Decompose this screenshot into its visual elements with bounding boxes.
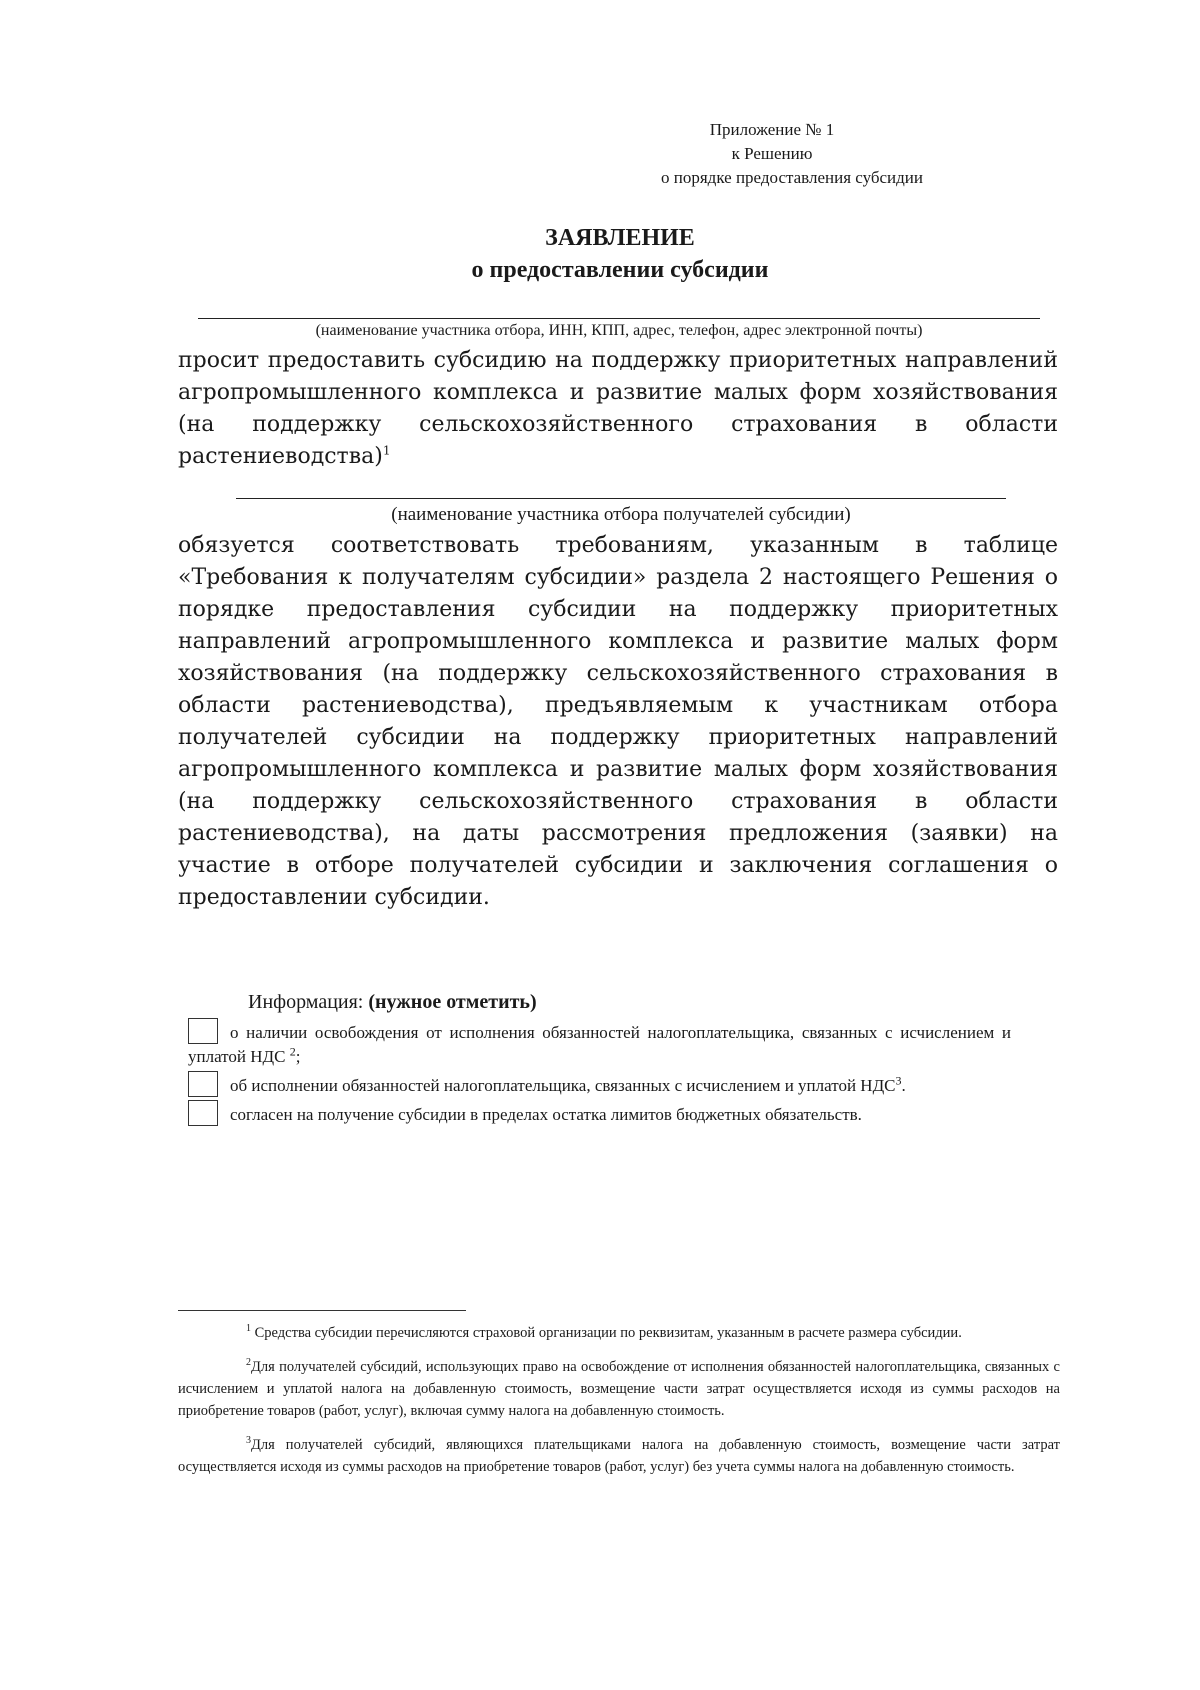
option-text: об исполнении обязанностей налогоплательщика, связанных с исчислением и уплатой НДС xyxy=(230,1076,896,1095)
footnote-text: Средства субсидии перечисляются страховой организации по реквизитам, указанным в расчете размера субсидии. xyxy=(254,1325,962,1341)
checkbox-budget-limits[interactable] xyxy=(188,1100,218,1126)
appendix-number: Приложение № 1 xyxy=(709,120,835,139)
footnote-number: 2 xyxy=(246,1357,251,1369)
footnote-number: 1 xyxy=(246,1323,251,1335)
footnote-2 xyxy=(178,1356,1060,1422)
obligation-text: обязуется соответствовать требованиям, указанным в таблице «Требования к получателям субсидии» раздела 2 настоящего Решения о порядке предоставления субсидии на поддержку приоритетных направлений агропромышленного комплекса и развитие малых форм хозяйствования (на поддержку сельскохозяйственного страхования в области растениеводства), предъявляемым к участникам отбора получателей субсидии на поддержку приоритетных направлений агропромышленного комплекса и развитие малых форм хозяйствования (на поддержку сельскохозяйственного страхования в области растениеводства), на даты рассмотрения предложения (заявки) на участие в отборе получателей субсидии и заключения соглашения о предоставлении субсидии. xyxy=(178,533,1058,910)
footnotes xyxy=(178,1322,1060,1490)
option-tail: . xyxy=(901,1076,906,1095)
info-heading xyxy=(188,990,1011,1014)
applicant-field-caption: (наименование участника отбора, ИНН, КПП, адрес, телефон, адрес электронной почты) xyxy=(315,322,923,339)
footnote-ref-2: 2 xyxy=(289,1044,296,1059)
footnote-text: Для получателей субсидий, использующих право на освобождение от исполнения обязанностей налогоплательщика, связанных с исчислением и уплатой налога на добавленную стоимость, возмещение части затрат осуществляется исходя из суммы расходов на приобретение товаров (работ, услуг), включая сумму налога на добавленную стоимость. xyxy=(178,1359,1060,1419)
appendix-subject: о порядке предоставления субсидии xyxy=(661,168,923,187)
footnote-text: Для получателей субсидий, являющихся плательщиками налога на добавленную стоимость, возмещение части затрат осуществляется исходя из суммы расходов на приобретение товаров (работ, услуг) без учета суммы налога на добавленную стоимость. xyxy=(178,1437,1060,1475)
document-title xyxy=(0,222,1200,286)
title-main: ЗАЯВЛЕНИЕ xyxy=(545,225,695,251)
option-text: о наличии освобождения от исполнения обязанностей налогоплательщика, связанных с исчислением и уплатой НДС xyxy=(188,1023,1011,1066)
option-vat-exemption xyxy=(188,1018,1011,1069)
option-vat-payer xyxy=(188,1071,1011,1098)
info-label: Информация: xyxy=(248,991,364,1013)
option-text: согласен на получение субсидии в пределах остатка лимитов бюджетных обязательств. xyxy=(230,1105,862,1124)
info-note: (нужное отметить) xyxy=(368,991,537,1013)
checkbox-vat-exemption[interactable] xyxy=(188,1018,218,1044)
option-tail: ; xyxy=(295,1047,301,1066)
footnote-ref-3: 3 xyxy=(895,1073,902,1088)
checkbox-vat-payer[interactable] xyxy=(188,1071,218,1097)
participant-fill-line[interactable] xyxy=(236,498,1006,499)
request-paragraph xyxy=(178,345,1058,473)
request-text: просит предоставить субсидию на поддержку приоритетных направлений агропромышленного комплекса и развитие малых форм хозяйствования (на поддержку сельскохозяйственного страхования в области растениеводства) xyxy=(178,348,1058,469)
option-budget-limits xyxy=(188,1100,1011,1127)
footnote-ref-1: 1 xyxy=(382,443,391,458)
applicant-fill-line[interactable] xyxy=(198,318,1040,319)
footnote-3 xyxy=(178,1434,1060,1478)
participant-field-caption: (наименование участника отбора получателей субсидии) xyxy=(391,504,851,525)
appendix-header xyxy=(562,118,982,190)
obligation-paragraph xyxy=(178,530,1058,914)
appendix-reference: к Решению xyxy=(731,144,813,163)
footnote-separator xyxy=(178,1310,466,1311)
footnote-number: 3 xyxy=(246,1435,251,1447)
title-sub: о предоставлении субсидии xyxy=(471,257,769,283)
footnote-1 xyxy=(178,1322,1060,1344)
info-section xyxy=(188,990,1011,1129)
